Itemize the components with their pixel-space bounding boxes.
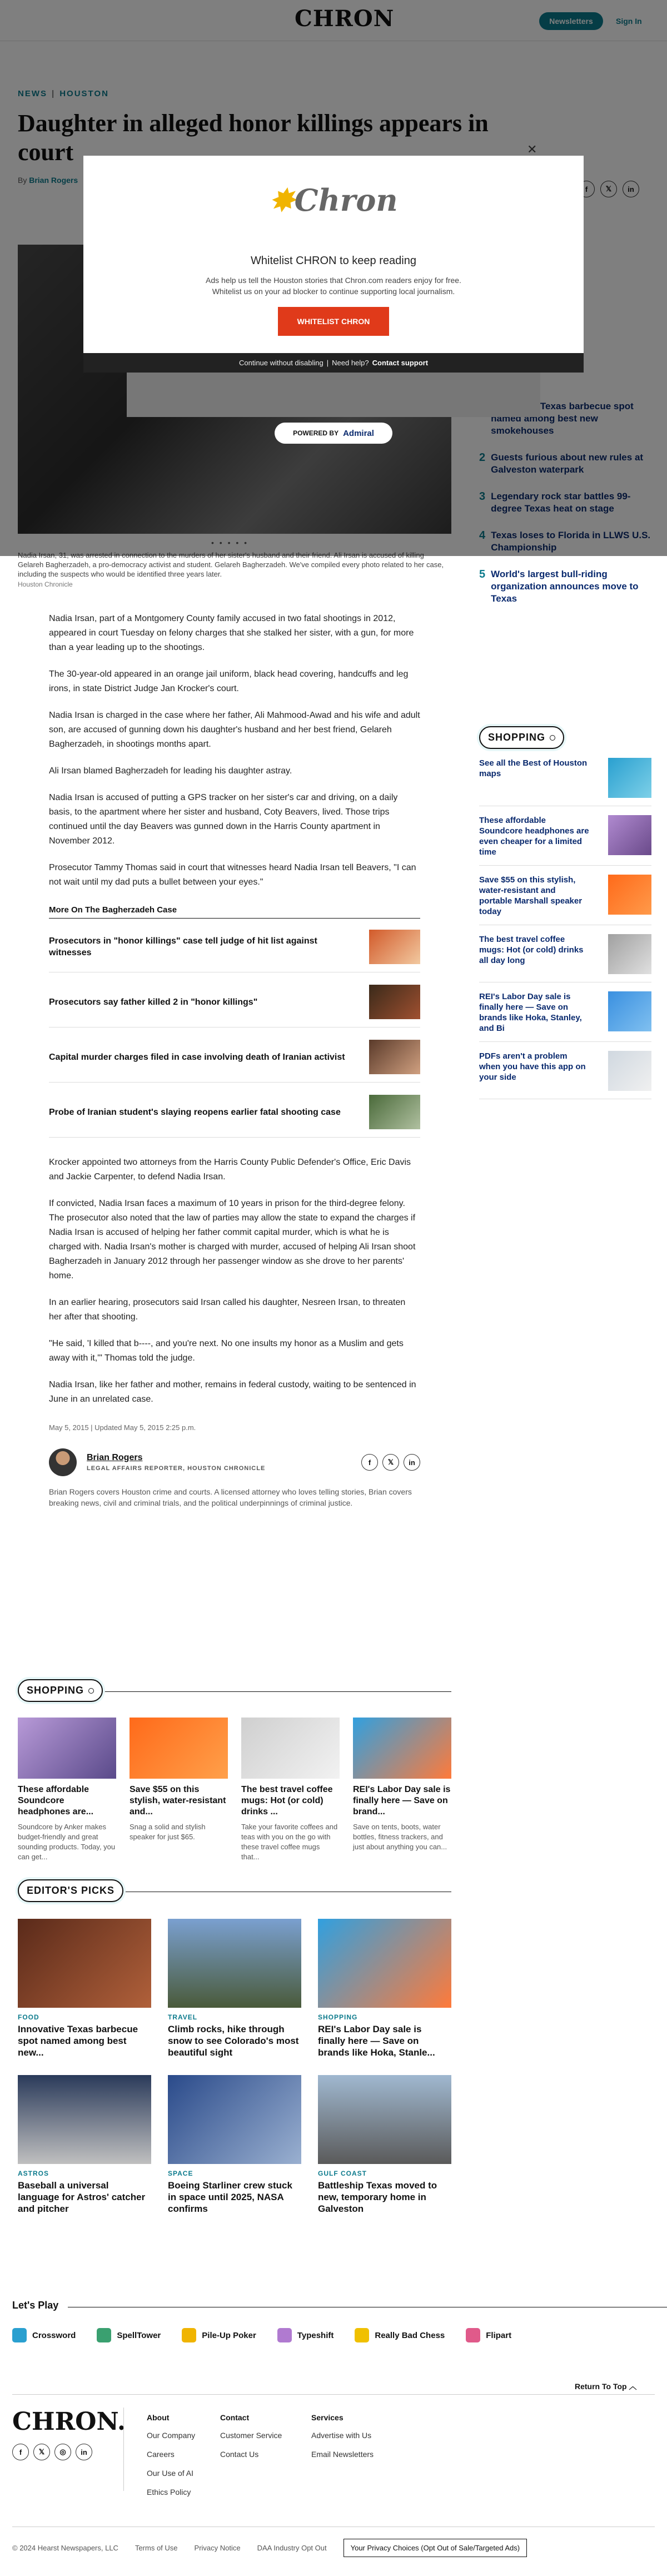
shopping-card-desc: Soundcore by Anker makes budget-friendly and great sounding products. Today, you can get... — [18, 1823, 116, 1861]
shopping-card[interactable] — [353, 1718, 451, 1862]
contact-support-link[interactable]: Contact support — [372, 359, 429, 367]
sidebar-shopping-item[interactable] — [479, 1051, 651, 1099]
terms-link[interactable]: Terms of Use — [135, 2544, 178, 2552]
pick-card[interactable] — [318, 1919, 451, 2058]
related-links — [49, 905, 420, 1138]
game-icon — [466, 2328, 480, 2342]
games-section — [12, 2300, 667, 2342]
facebook-icon[interactable]: f — [12, 2444, 29, 2460]
facebook-icon[interactable]: f — [361, 1454, 378, 1471]
footer-heading: About — [147, 2413, 170, 2422]
linkedin-icon[interactable]: in — [404, 1454, 420, 1471]
sidebar-shopping-item[interactable] — [479, 991, 651, 1042]
pick-category[interactable]: FOOD — [18, 2013, 39, 2021]
photo-caption — [18, 550, 451, 589]
shopping-label: SHOPPING — [18, 1679, 103, 1702]
shopping-card-title[interactable]: Save $55 on this stylish, water-resistant and... — [130, 1785, 226, 1816]
copyright: © 2024 Hearst Newspapers, LLC — [12, 2544, 118, 2552]
article-paragraph: The 30-year-old appeared in an orange jail uniform, black head covering, handcuffs and leg irons, in state District Judge Jan Krocker's court. — [49, 669, 409, 693]
article-paragraph: Prosecutor Tammy Thomas said in court that witnesses heard Nadia Irsan tell Beavers, "I can not wait until my dad puts a bullet between your eyes." — [49, 863, 416, 887]
author-bio: Brian Rogers covers Houston crime and courts. A licensed attorney who loves telling stories, Brian covers breaking news, civil and criminal trials, and the political underpinnings of criminal justice. — [49, 1487, 412, 1507]
game-name[interactable]: Pile-Up Poker — [202, 2330, 256, 2340]
sidebar-shopping-title[interactable]: Save $55 on this stylish, water-resistant and portable Marshall speaker today — [479, 875, 583, 916]
caption-text: Gelareh Bagherzadeh, a pro-democracy activist and student. Gelareh Bagherzadeh. We've compiled every photo related to her case, including the suspects who would be identified three years later. — [18, 560, 444, 578]
shopping-card-desc: Snag a solid and stylish speaker for just $65. — [130, 1823, 206, 1841]
sidebar-shopping-list — [479, 758, 651, 1099]
game-item[interactable] — [182, 2328, 256, 2342]
caption-credit: Houston Chronicle — [18, 580, 73, 588]
footer-heading: Services — [311, 2413, 344, 2422]
game-name[interactable]: Really Bad Chess — [375, 2330, 445, 2340]
pick-category[interactable]: GULF COAST — [318, 2170, 367, 2177]
trending-item[interactable] — [479, 568, 651, 605]
author-title: LEGAL AFFAIRS REPORTER, HOUSTON CHRONICLE — [87, 1465, 266, 1472]
shopping-card-desc: Take your favorite coffees and teas with you on the go with these travel coffee mugs that... — [241, 1823, 338, 1861]
game-name[interactable]: Crossword — [32, 2330, 76, 2340]
article-paragraph: Krocker appointed two attorneys from the Harris County Public Defender's Office, Eric Davis and Jackie Carpenter, to defend Nadia Irsan. — [49, 1158, 411, 1182]
related-thumbnail[interactable] — [369, 985, 420, 1019]
pick-title[interactable]: Baseball a universal language for Astros' catcher and pitcher — [18, 2180, 146, 2214]
admiral-logo: Admiral — [343, 428, 374, 438]
footer-link[interactable]: Customer Service — [220, 2431, 282, 2440]
privacy-link[interactable]: Privacy Notice — [194, 2544, 241, 2552]
footer-link[interactable]: Email Newsletters — [311, 2450, 374, 2459]
related-item[interactable] — [49, 925, 420, 972]
pick-category[interactable]: ASTROS — [18, 2170, 49, 2177]
pick-image[interactable] — [318, 1919, 451, 2008]
sidebar-shopping-title[interactable]: The best travel coffee mugs: Hot (or cold) drinks all day long — [479, 935, 584, 965]
pick-category[interactable]: SPACE — [168, 2170, 193, 2177]
game-item[interactable] — [277, 2328, 334, 2342]
game-item[interactable] — [12, 2328, 76, 2342]
pick-image[interactable] — [18, 1919, 151, 2008]
footer-services — [311, 2413, 374, 2469]
help-text: Need help? — [332, 359, 369, 367]
game-name[interactable]: Flipart — [486, 2330, 512, 2340]
sidebar-shopping-item[interactable] — [479, 758, 651, 806]
pick-image[interactable] — [168, 2075, 301, 2164]
trending-title[interactable]: World's largest bull-riding organization announces move to Texas — [491, 569, 639, 604]
pick-title[interactable]: REI's Labor Day sale is finally here — Save on brands like Hoka, Stanle... — [318, 2024, 435, 2058]
pick-card[interactable] — [18, 2075, 151, 2215]
footer-link[interactable]: Contact Us — [220, 2450, 259, 2459]
footer-link[interactable]: Ethics Policy — [147, 2488, 191, 2496]
related-item[interactable] — [49, 1035, 420, 1083]
powered-by-badge[interactable]: POWERED BY Admiral — [275, 423, 392, 444]
related-item[interactable] — [49, 980, 420, 1028]
sidebar-shopping-thumbnail[interactable] — [608, 991, 651, 1031]
modal-footer-bar — [83, 353, 584, 373]
related-item[interactable] — [49, 1090, 420, 1138]
article-paragraph: Nadia Irsan, like her father and mother, remains in federal custody, waiting to be sentenced in June in an unrelated case. — [49, 1380, 416, 1404]
trending-number: 5 — [479, 568, 486, 580]
sidebar-shopping-thumbnail[interactable] — [608, 934, 651, 974]
x-icon[interactable]: 𝕏 — [33, 2444, 50, 2460]
article-paragraph: Nadia Irsan is accused of putting a GPS tracker on her sister's car and driving, on a daily basis, to the apartment where her sister and husband, Coty Beavers, lived. Those trips continued until the day Beavers was gunned down in the Harris County apartment in November 2012. — [49, 793, 398, 846]
game-icon — [12, 2328, 27, 2342]
footer-link[interactable]: Our Use of AI — [147, 2469, 194, 2478]
related-list — [49, 925, 420, 1138]
paragraphs-block-2 — [49, 1155, 420, 1407]
footer-logo[interactable]: CHRON. — [12, 2408, 126, 2436]
shopping-card-title[interactable]: These affordable Soundcore headphones are... — [18, 1785, 94, 1816]
related-heading: More On The Bagherzadeh Case — [49, 905, 420, 919]
article-body — [49, 612, 420, 1508]
circle-icon — [88, 1688, 94, 1694]
modal-title: Whitelist CHRON to keep reading — [251, 255, 416, 267]
chevron-up-icon: ︿ — [629, 2382, 637, 2391]
related-thumbnail[interactable] — [369, 1095, 420, 1129]
pick-image[interactable] — [318, 2075, 451, 2164]
related-thumbnail[interactable] — [369, 1040, 420, 1074]
sidebar-shopping-item[interactable] — [479, 815, 651, 866]
dateline: May 5, 2015 | Updated May 5, 2015 2:25 p.m. — [49, 1423, 196, 1432]
shopping-card[interactable] — [241, 1718, 340, 1862]
author-social — [361, 1454, 420, 1471]
shopping-card[interactable] — [18, 1718, 116, 1862]
editors-picks-label: EDITOR'S PICKS — [18, 1879, 123, 1902]
shopping-card[interactable] — [130, 1718, 228, 1862]
shopping-card-title[interactable]: REI's Labor Day sale is finally here — Save on brand... — [353, 1785, 451, 1816]
shopping-section — [18, 1679, 451, 1862]
pick-card[interactable] — [318, 2075, 451, 2215]
sidebar-shopping-title[interactable]: REI's Labor Day sale is finally here — Save on brands like Hoka, Stanley, and Bi — [479, 992, 582, 1033]
shopping-card-image[interactable] — [241, 1718, 340, 1779]
footer-contact — [220, 2413, 282, 2469]
pick-image[interactable] — [18, 2075, 151, 2164]
modal-logo: ✸Chron — [269, 182, 398, 218]
modal-text: Ads help us tell the Houston stories that Chron.com readers enjoy for free. Whitelist us on your ad blocker to continue supporting local journalism. — [206, 276, 461, 296]
game-icon — [277, 2328, 292, 2342]
pick-title[interactable]: Innovative Texas barbecue spot named among best new... — [18, 2024, 138, 2058]
footer-social — [12, 2444, 92, 2460]
editors-picks — [18, 1879, 451, 2215]
pick-title[interactable]: Battleship Texas moved to new, temporary home in Galveston — [318, 2180, 437, 2214]
footer-divider — [12, 2394, 655, 2395]
return-to-top-link[interactable]: Return To Top ︿ — [575, 2382, 637, 2391]
sidebar-shopping-thumbnail[interactable] — [608, 1051, 651, 1091]
footer-about — [147, 2413, 195, 2506]
footer-heading: Contact — [220, 2413, 250, 2422]
game-icon — [182, 2328, 196, 2342]
sidebar-shopping-thumbnail[interactable] — [608, 875, 651, 915]
whitelist-button[interactable]: WHITELIST CHRON — [278, 307, 389, 336]
game-item[interactable] — [355, 2328, 445, 2342]
article-paragraph: "He said, 'I killed that b----, and you're next. No one insults my honor as a Muslim and gets away with it,'" Thomas told the judge. — [49, 1339, 404, 1363]
game-name[interactable]: Typeshift — [297, 2330, 334, 2340]
sidebar-shopping — [479, 726, 651, 1099]
related-title[interactable]: Capital murder charges filed in case involving death of Iranian activist — [49, 1052, 345, 1062]
privacy-choices-button[interactable]: Your Privacy Choices (Opt Out of Sale/Targeted Ads) — [344, 2539, 527, 2557]
footer-divider — [123, 2408, 124, 2491]
modal-placeholder — [127, 373, 540, 417]
pick-card[interactable] — [18, 1919, 151, 2058]
daa-link[interactable]: DAA Industry Opt Out — [257, 2544, 327, 2552]
paragraphs-block-1 — [49, 612, 420, 890]
article-paragraph: Ali Irsan blamed Bagherzadeh for leading his daughter astray. — [49, 766, 292, 776]
shopping-card-image[interactable] — [353, 1718, 451, 1779]
sidebar-shopping-thumbnail[interactable] — [608, 815, 651, 855]
pick-category[interactable]: SHOPPING — [318, 2013, 358, 2021]
article-paragraph: Nadia Irsan, part of a Montgomery County family accused in two fatal shootings in 2012, appeared in court Tuesday on felony charges that she stalked her sister, with a gun, for more than a year leading up to the shootings. — [49, 614, 414, 652]
circle-icon — [550, 735, 555, 741]
related-title[interactable]: Prosecutors in "honor killings" case tell judge of hit list against witnesses — [49, 936, 317, 957]
pick-title[interactable]: Climb rocks, hike through snow to see Colorado's most beautiful sight — [168, 2024, 299, 2058]
sidebar-shopping-item[interactable] — [479, 875, 651, 925]
footer-legal — [12, 2539, 527, 2557]
pick-title[interactable]: Boeing Starliner crew stuck in space until 2025, NASA confirms — [168, 2180, 292, 2214]
sidebar-shopping-title[interactable]: PDFs aren't a problem when you have this app on your side — [479, 1051, 586, 1082]
modal-separator: | — [326, 359, 329, 367]
sun-icon: ✸ — [269, 182, 295, 218]
avatar[interactable] — [49, 1448, 77, 1476]
game-name[interactable]: SpellTower — [117, 2330, 161, 2340]
game-icon — [97, 2328, 111, 2342]
instagram-icon[interactable]: ◎ — [54, 2444, 71, 2460]
game-item[interactable] — [466, 2328, 511, 2342]
article-paragraph: Nadia Irsan is charged in the case where her father, Ali Mahmood-Awad and his wife and adult son, are accused of gunning down his daughter's husband and her best friend, Gelareh Bagherzadeh, in shootings months apart. — [49, 711, 420, 749]
pick-image[interactable] — [168, 1919, 301, 2008]
sidebar-shopping-title[interactable]: These affordable Soundcore headphones are even cheaper for a limited time — [479, 816, 589, 857]
adblock-modal — [83, 156, 584, 373]
sidebar-shopping-item[interactable] — [479, 934, 651, 982]
footer-link[interactable]: Advertise with Us — [311, 2431, 372, 2440]
related-title[interactable]: Probe of Iranian student's slaying reopens earlier fatal shooting case — [49, 1107, 341, 1117]
sidebar-shopping-title[interactable]: See all the Best of Houston maps — [479, 758, 588, 778]
pick-card[interactable] — [168, 1919, 301, 2058]
pick-category[interactable]: TRAVEL — [168, 2013, 198, 2021]
footer-link[interactable]: Our Company — [147, 2431, 196, 2440]
picks-grid — [18, 1919, 451, 2215]
shopping-card-title[interactable]: The best travel coffee mugs: Hot (or cold) drinks ... — [241, 1785, 333, 1816]
related-thumbnail[interactable] — [369, 930, 420, 964]
shopping-label: SHOPPING — [479, 726, 564, 749]
footer-link[interactable]: Careers — [147, 2450, 175, 2459]
games-list — [12, 2328, 667, 2342]
shopping-cards — [18, 1718, 451, 1862]
author-name[interactable]: Brian Rogers — [87, 1453, 143, 1462]
continue-link[interactable]: Continue without disabling — [238, 359, 323, 367]
close-icon[interactable]: ✕ — [527, 142, 537, 156]
game-icon — [355, 2328, 369, 2342]
linkedin-icon[interactable]: in — [76, 2444, 92, 2460]
shopping-card-desc: Save on tents, boots, water bottles, fitness trackers, and just about anything you can... — [353, 1823, 447, 1851]
games-heading: Let's Play — [12, 2300, 59, 2311]
article-paragraph: In an earlier hearing, prosecutors said Irsan called his daughter, Nesreen Irsan, to threaten her after that shooting. — [49, 1298, 406, 1322]
article-paragraph: If convicted, Nadia Irsan faces a maximum of 10 years in prison for the third-degree felony. The prosecutor also noted that the law of parties may allow the state to expand the charges if Nadia Irsan is accused of helping her father commit capital murder, which is what he is charged with. Nadia Irsan's mother is charged with murder, accused of helping Ali Irsan shoot Bagherzadeh in January 2012 through her passenger window as she drove to her parents' home. — [49, 1199, 416, 1280]
author-card — [49, 1448, 420, 1476]
pick-card[interactable] — [168, 2075, 301, 2215]
game-item[interactable] — [97, 2328, 161, 2342]
shopping-card-image[interactable] — [18, 1718, 116, 1779]
x-icon[interactable]: 𝕏 — [382, 1454, 399, 1471]
related-title[interactable]: Prosecutors say father killed 2 in "honor killings" — [49, 997, 258, 1007]
shopping-card-image[interactable] — [130, 1718, 228, 1779]
sidebar-shopping-thumbnail[interactable] — [608, 758, 651, 798]
